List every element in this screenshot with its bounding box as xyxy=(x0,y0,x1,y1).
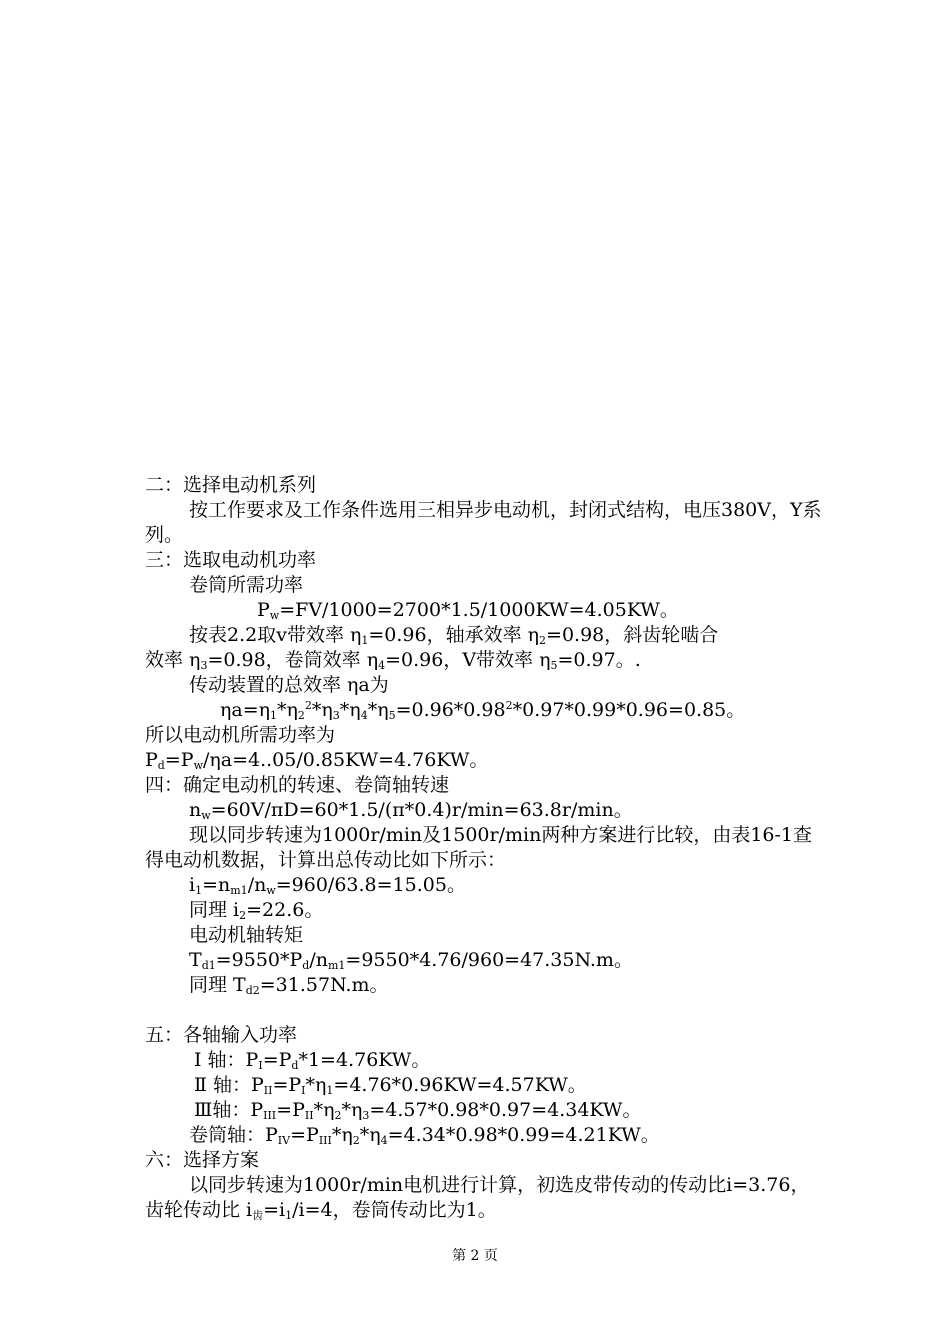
superscript: 2 xyxy=(505,699,513,712)
formula-pw xyxy=(145,598,825,623)
document-body xyxy=(145,473,825,1223)
shaft-1-power xyxy=(145,1048,825,1073)
text: 效率 η xyxy=(145,649,201,671)
text: =P xyxy=(272,1074,302,1096)
heading-text: 六：选择方案 xyxy=(145,1149,260,1171)
text: 同理 T xyxy=(189,974,246,996)
text: =i xyxy=(263,1199,286,1221)
text: *η xyxy=(277,699,298,721)
text: P xyxy=(145,749,158,771)
page-number: 第 2 页 xyxy=(452,1248,498,1264)
subscript: II xyxy=(263,1084,273,1097)
paragraph-motor-series xyxy=(145,498,825,548)
formula-td2 xyxy=(145,973,825,998)
subscript: d xyxy=(302,959,310,972)
formula-i2 xyxy=(145,898,825,923)
text: =4.57*0.98*0.97=4.34KW。 xyxy=(369,1099,642,1121)
text: *η xyxy=(367,699,389,721)
text: =P xyxy=(290,1124,319,1146)
label-text: 传动装置的总效率 ηa为 xyxy=(189,674,389,696)
formula-i1 xyxy=(145,873,825,898)
section-heading-3 xyxy=(145,548,825,573)
text: n xyxy=(189,799,202,821)
subscript: w xyxy=(266,884,276,897)
subscript: 3 xyxy=(332,709,340,722)
formula-text: P xyxy=(257,599,270,621)
heading-text: 五：各轴输入功率 xyxy=(145,1024,298,1046)
text: =960/63.8=15.05。 xyxy=(275,874,466,896)
subscript: m1 xyxy=(230,884,248,897)
subscript: IV xyxy=(277,1134,291,1147)
subscript: 4 xyxy=(360,709,368,722)
subscript: 1 xyxy=(195,884,203,897)
subscript: 1 xyxy=(361,634,369,647)
label-text: 所以电动机所需功率为 xyxy=(145,724,336,746)
text: /n xyxy=(247,874,267,896)
formula-eta-a xyxy=(145,698,825,723)
subscript: 4 xyxy=(380,1134,388,1147)
text: 卷筒轴：P xyxy=(189,1124,278,1146)
heading-text: 二：选择电动机系列 xyxy=(145,474,317,496)
text: =P xyxy=(262,1049,292,1071)
subscript: III xyxy=(318,1134,332,1147)
subscript: 5 xyxy=(388,709,396,722)
text: =0.96，V带效率 η xyxy=(385,649,551,671)
text: =9550*4.76/960=47.35N.m。 xyxy=(345,949,633,971)
subscript: 1 xyxy=(270,709,278,722)
subscript: w xyxy=(269,609,280,622)
subscript: 2 xyxy=(352,1134,360,1147)
text: *η xyxy=(359,1124,381,1146)
text: /i=4，卷筒传动比为1。 xyxy=(292,1199,497,1221)
text: =22.6。 xyxy=(246,899,324,921)
subscript: 2 xyxy=(239,909,247,922)
formula-nw xyxy=(145,798,825,823)
text: =P xyxy=(164,749,194,771)
text: =0.97。. xyxy=(557,649,641,671)
paragraph-scheme xyxy=(145,1173,825,1223)
label-text: 卷筒所需功率 xyxy=(189,574,304,596)
paragraph-text: 按工作要求及工作条件选用三相异步电动机，封闭式结构，电压380V，Y系列。 xyxy=(145,499,822,546)
text: =4.34*0.98*0.99=4.21KW。 xyxy=(387,1124,660,1146)
formula-td1 xyxy=(145,948,825,973)
text: *η xyxy=(331,1124,353,1146)
text: =0.96*0.98 xyxy=(395,699,506,721)
text: *η xyxy=(311,699,333,721)
text: /n xyxy=(309,949,328,971)
formula-text: =FV/1000=2700*1.5/1000KW=4.05KW。 xyxy=(279,599,679,621)
shaft-3-power xyxy=(145,1098,825,1123)
text: =P xyxy=(276,1099,305,1121)
text: *0.97*0.99*0.96=0.85。 xyxy=(512,699,746,721)
heading-text: 四：确定电动机的转速、卷筒轴转速 xyxy=(145,774,450,796)
motor-power-label xyxy=(145,723,825,748)
subscript: d1 xyxy=(201,959,216,972)
text: =0.96，轴承效率 η xyxy=(368,624,540,646)
subscript: 1 xyxy=(326,1084,334,1097)
blank-line xyxy=(145,998,825,1023)
text: 以同步转速为1000r/min电机进行计算，初选皮带传动的传动比i=3.76，齿轮传动比 i xyxy=(145,1174,810,1221)
section-heading-4 xyxy=(145,773,825,798)
subscript: 2 xyxy=(334,1109,342,1122)
text: *η xyxy=(339,699,361,721)
text: 按表2.2取v带效率 η xyxy=(189,624,362,646)
subscript: w xyxy=(201,809,211,822)
subscript: III xyxy=(263,1109,277,1122)
text: *η xyxy=(313,1099,335,1121)
text: =60V/πD=60*1.5/(π*0.4)r/min=63.8r/min。 xyxy=(210,799,633,821)
total-efficiency-label xyxy=(145,673,825,698)
torque-label xyxy=(145,923,825,948)
text: Ⅱ 轴：P xyxy=(194,1074,264,1096)
subscript: 5 xyxy=(550,659,558,672)
paragraph-text: 现以同步转速为1000r/min及1500r/min两种方案进行比较，由表16-1查得电动机数据，计算出总传动比如下所示： xyxy=(145,824,813,871)
text: =31.57N.m。 xyxy=(259,974,389,996)
subscript: 3 xyxy=(200,659,208,672)
text: /ηa=4..05/0.85KW=4.76KW。 xyxy=(202,749,489,771)
text: *η xyxy=(305,1074,327,1096)
text: *1=4.76KW。 xyxy=(298,1049,431,1071)
paragraph-speed-comparison xyxy=(145,823,825,873)
section-heading-6 xyxy=(145,1148,825,1173)
section-heading-2 xyxy=(145,473,825,498)
text: i xyxy=(189,874,196,896)
text: Ⅰ 轴：P xyxy=(194,1049,259,1071)
text: =n xyxy=(202,874,231,896)
page-footer xyxy=(0,1247,950,1265)
subscript: 2 xyxy=(539,634,547,647)
efficiency-line-1 xyxy=(145,623,825,648)
text: *η xyxy=(341,1099,363,1121)
subscript: 3 xyxy=(362,1109,370,1122)
text: =0.98，卷筒效率 η xyxy=(207,649,379,671)
subscript: II xyxy=(304,1109,314,1122)
text: =0.98，斜齿轮啮合 xyxy=(546,624,719,646)
superscript: 2 xyxy=(304,699,312,712)
text: ηa=η xyxy=(220,699,271,721)
subscript: d xyxy=(291,1059,299,1072)
subscript: m1 xyxy=(327,959,346,972)
subscript: 齿 xyxy=(252,1209,264,1222)
subscript: I xyxy=(301,1084,306,1097)
text: =9550*P xyxy=(215,949,303,971)
drum-power-label xyxy=(145,573,825,598)
heading-text: 三：选取电动机功率 xyxy=(145,549,317,571)
subscript: 1 xyxy=(285,1209,293,1222)
text: 同理 i xyxy=(189,899,240,921)
subscript: d2 xyxy=(245,984,260,997)
text: T xyxy=(189,949,202,971)
subscript: 2 xyxy=(297,709,305,722)
subscript: w xyxy=(193,759,203,772)
subscript: I xyxy=(258,1059,263,1072)
subscript: 4 xyxy=(378,659,386,672)
shaft-2-power xyxy=(145,1073,825,1098)
label-text: 电动机轴转矩 xyxy=(189,924,304,946)
formula-pd xyxy=(145,748,825,773)
shaft-drum-power xyxy=(145,1123,825,1148)
subscript: d xyxy=(157,759,165,772)
section-heading-5 xyxy=(145,1023,825,1048)
efficiency-line-2 xyxy=(145,648,825,673)
text: Ⅲ轴：P xyxy=(194,1099,264,1121)
text: =4.76*0.96KW=4.57KW。 xyxy=(333,1074,587,1096)
